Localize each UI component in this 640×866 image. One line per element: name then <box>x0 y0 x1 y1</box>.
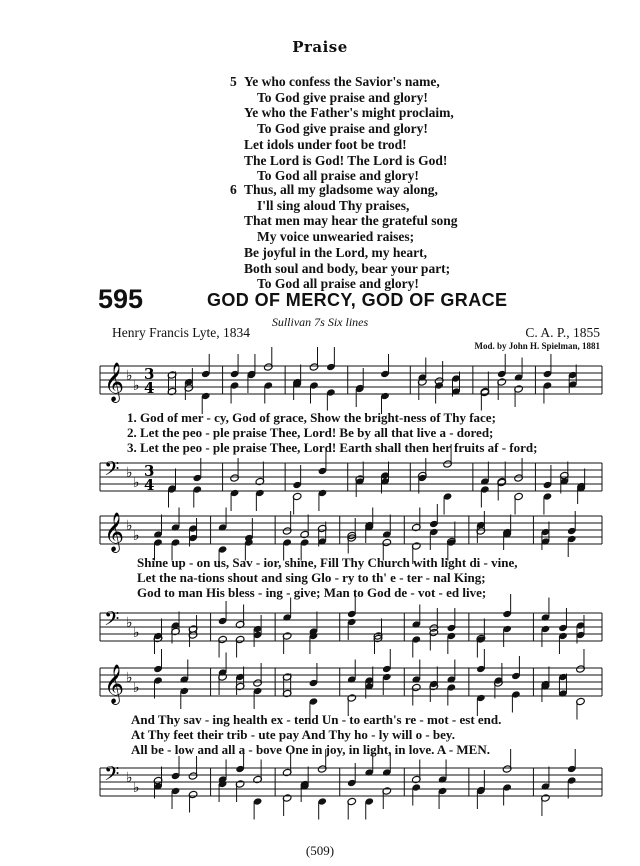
lyric-line: All be - low and all a - bove One in joy, in light, in love. A - MEN. <box>131 742 490 757</box>
verse-line: Be joyful in the Lord, my heart, <box>244 244 427 260</box>
lyric-line: 2. Let the peo - ple praise Thee, Lord! Be by all that live a - dored; <box>127 425 494 440</box>
lyric-line: At Thy feet their trib - ute pay And Thy ho - ly will o - bey. <box>131 727 455 742</box>
verse-line: Thus, all my gladsome way along, <box>244 182 438 197</box>
verse-line: I'll sing aloud Thy praises, <box>257 197 410 213</box>
verse-line: My voice unwearied raises; <box>257 229 415 245</box>
verse-line: To God give praise and glory! <box>257 121 428 137</box>
bass-staff-system-3 <box>100 760 602 816</box>
flat-sign-icon: ♭ <box>126 465 133 481</box>
lyric-line: And Thy sav - ing health ex - tend Un - to earth's re - mot - est end. <box>131 712 502 727</box>
verse-line: To God all praise and glory! <box>257 168 419 184</box>
flat-sign-icon: ♭ <box>133 378 140 394</box>
flat-sign-icon: ♭ <box>126 368 133 384</box>
section-title: Praise <box>292 38 348 56</box>
treble-staff-system-3 <box>100 660 602 716</box>
lyric-line: Let the na-tions shout and sing Glo - ry to th' e - ter - nal King; <box>137 570 486 585</box>
bass-clef-icon: 𝄢 <box>104 457 120 485</box>
hymn-title: GOD OF MERCY, GOD OF GRACE <box>207 290 508 310</box>
bass-clef-icon: 𝄢 <box>104 607 120 635</box>
tune-name: Sullivan 7s Six lines <box>271 315 369 329</box>
flat-sign-icon: ♭ <box>133 780 140 796</box>
composer: C. A. P., 1855 <box>525 325 600 340</box>
verse-line: Let idols under foot be trod! <box>244 136 407 152</box>
flat-sign-icon: ♭ <box>126 518 133 534</box>
flat-sign-icon: ♭ <box>126 670 133 686</box>
verse-line: The Lord is God! The Lord is God! <box>244 152 448 168</box>
lyric-line: God to man His bless - ing - give; Man to God de - vot - ed live; <box>137 585 487 600</box>
author: Henry Francis Lyte, 1834 <box>112 325 250 340</box>
bass-staff-system-1 <box>100 455 602 511</box>
bass-clef-icon: 𝄢 <box>104 762 120 790</box>
flat-sign-icon: ♭ <box>133 680 140 696</box>
bass-staff-system-2 <box>100 605 602 661</box>
time-signature-bottom: 4 <box>144 476 155 494</box>
flat-sign-icon: ♭ <box>133 528 140 544</box>
lyric-line: Shine up - on us, Sav - ior, shine, Fill Thy Church with light di - vine, <box>137 555 518 570</box>
flat-sign-icon: ♭ <box>126 615 133 631</box>
treble-clef-icon: 𝄞 <box>104 362 125 402</box>
verse-line: Ye who confess the Savior's name, <box>244 74 440 89</box>
treble-staff-system-1 <box>100 358 602 414</box>
hymn-number: 595 <box>98 284 144 314</box>
flat-sign-icon: ♭ <box>126 770 133 786</box>
verse-line: To God give praise and glory! <box>257 89 428 105</box>
verse-6 <box>230 182 458 292</box>
flat-sign-icon: ♭ <box>133 475 140 491</box>
flat-sign-icon: ♭ <box>133 625 140 641</box>
verse-5-number: 5 <box>230 74 237 89</box>
time-signature-top: 3 <box>144 462 155 480</box>
verse-6-number: 6 <box>230 182 237 197</box>
treble-clef-icon: 𝄞 <box>104 664 125 704</box>
verse-line: Both soul and body, bear your part; <box>244 260 451 276</box>
verse-line: Ye who the Father's might proclaim, <box>244 105 454 121</box>
arranger: Mod. by John H. Spielman, 1881 <box>474 341 600 351</box>
verse-line: To God all praise and glory! <box>257 276 419 292</box>
treble-clef-icon: 𝄞 <box>104 512 125 552</box>
verse-line: That men may hear the grateful song <box>244 213 458 229</box>
page-number: (509) <box>305 843 335 858</box>
time-signature-top: 3 <box>144 365 155 383</box>
time-signature-bottom: 4 <box>144 379 155 397</box>
verse-5 <box>230 74 454 184</box>
lyric-line: 3. Let the peo - ple praise Thee, Lord! Earth shall then her fruits af - ford; <box>127 440 538 455</box>
lyric-line: 1. God of mer - cy, God of grace, Show the bright-ness of Thy face; <box>127 410 496 425</box>
